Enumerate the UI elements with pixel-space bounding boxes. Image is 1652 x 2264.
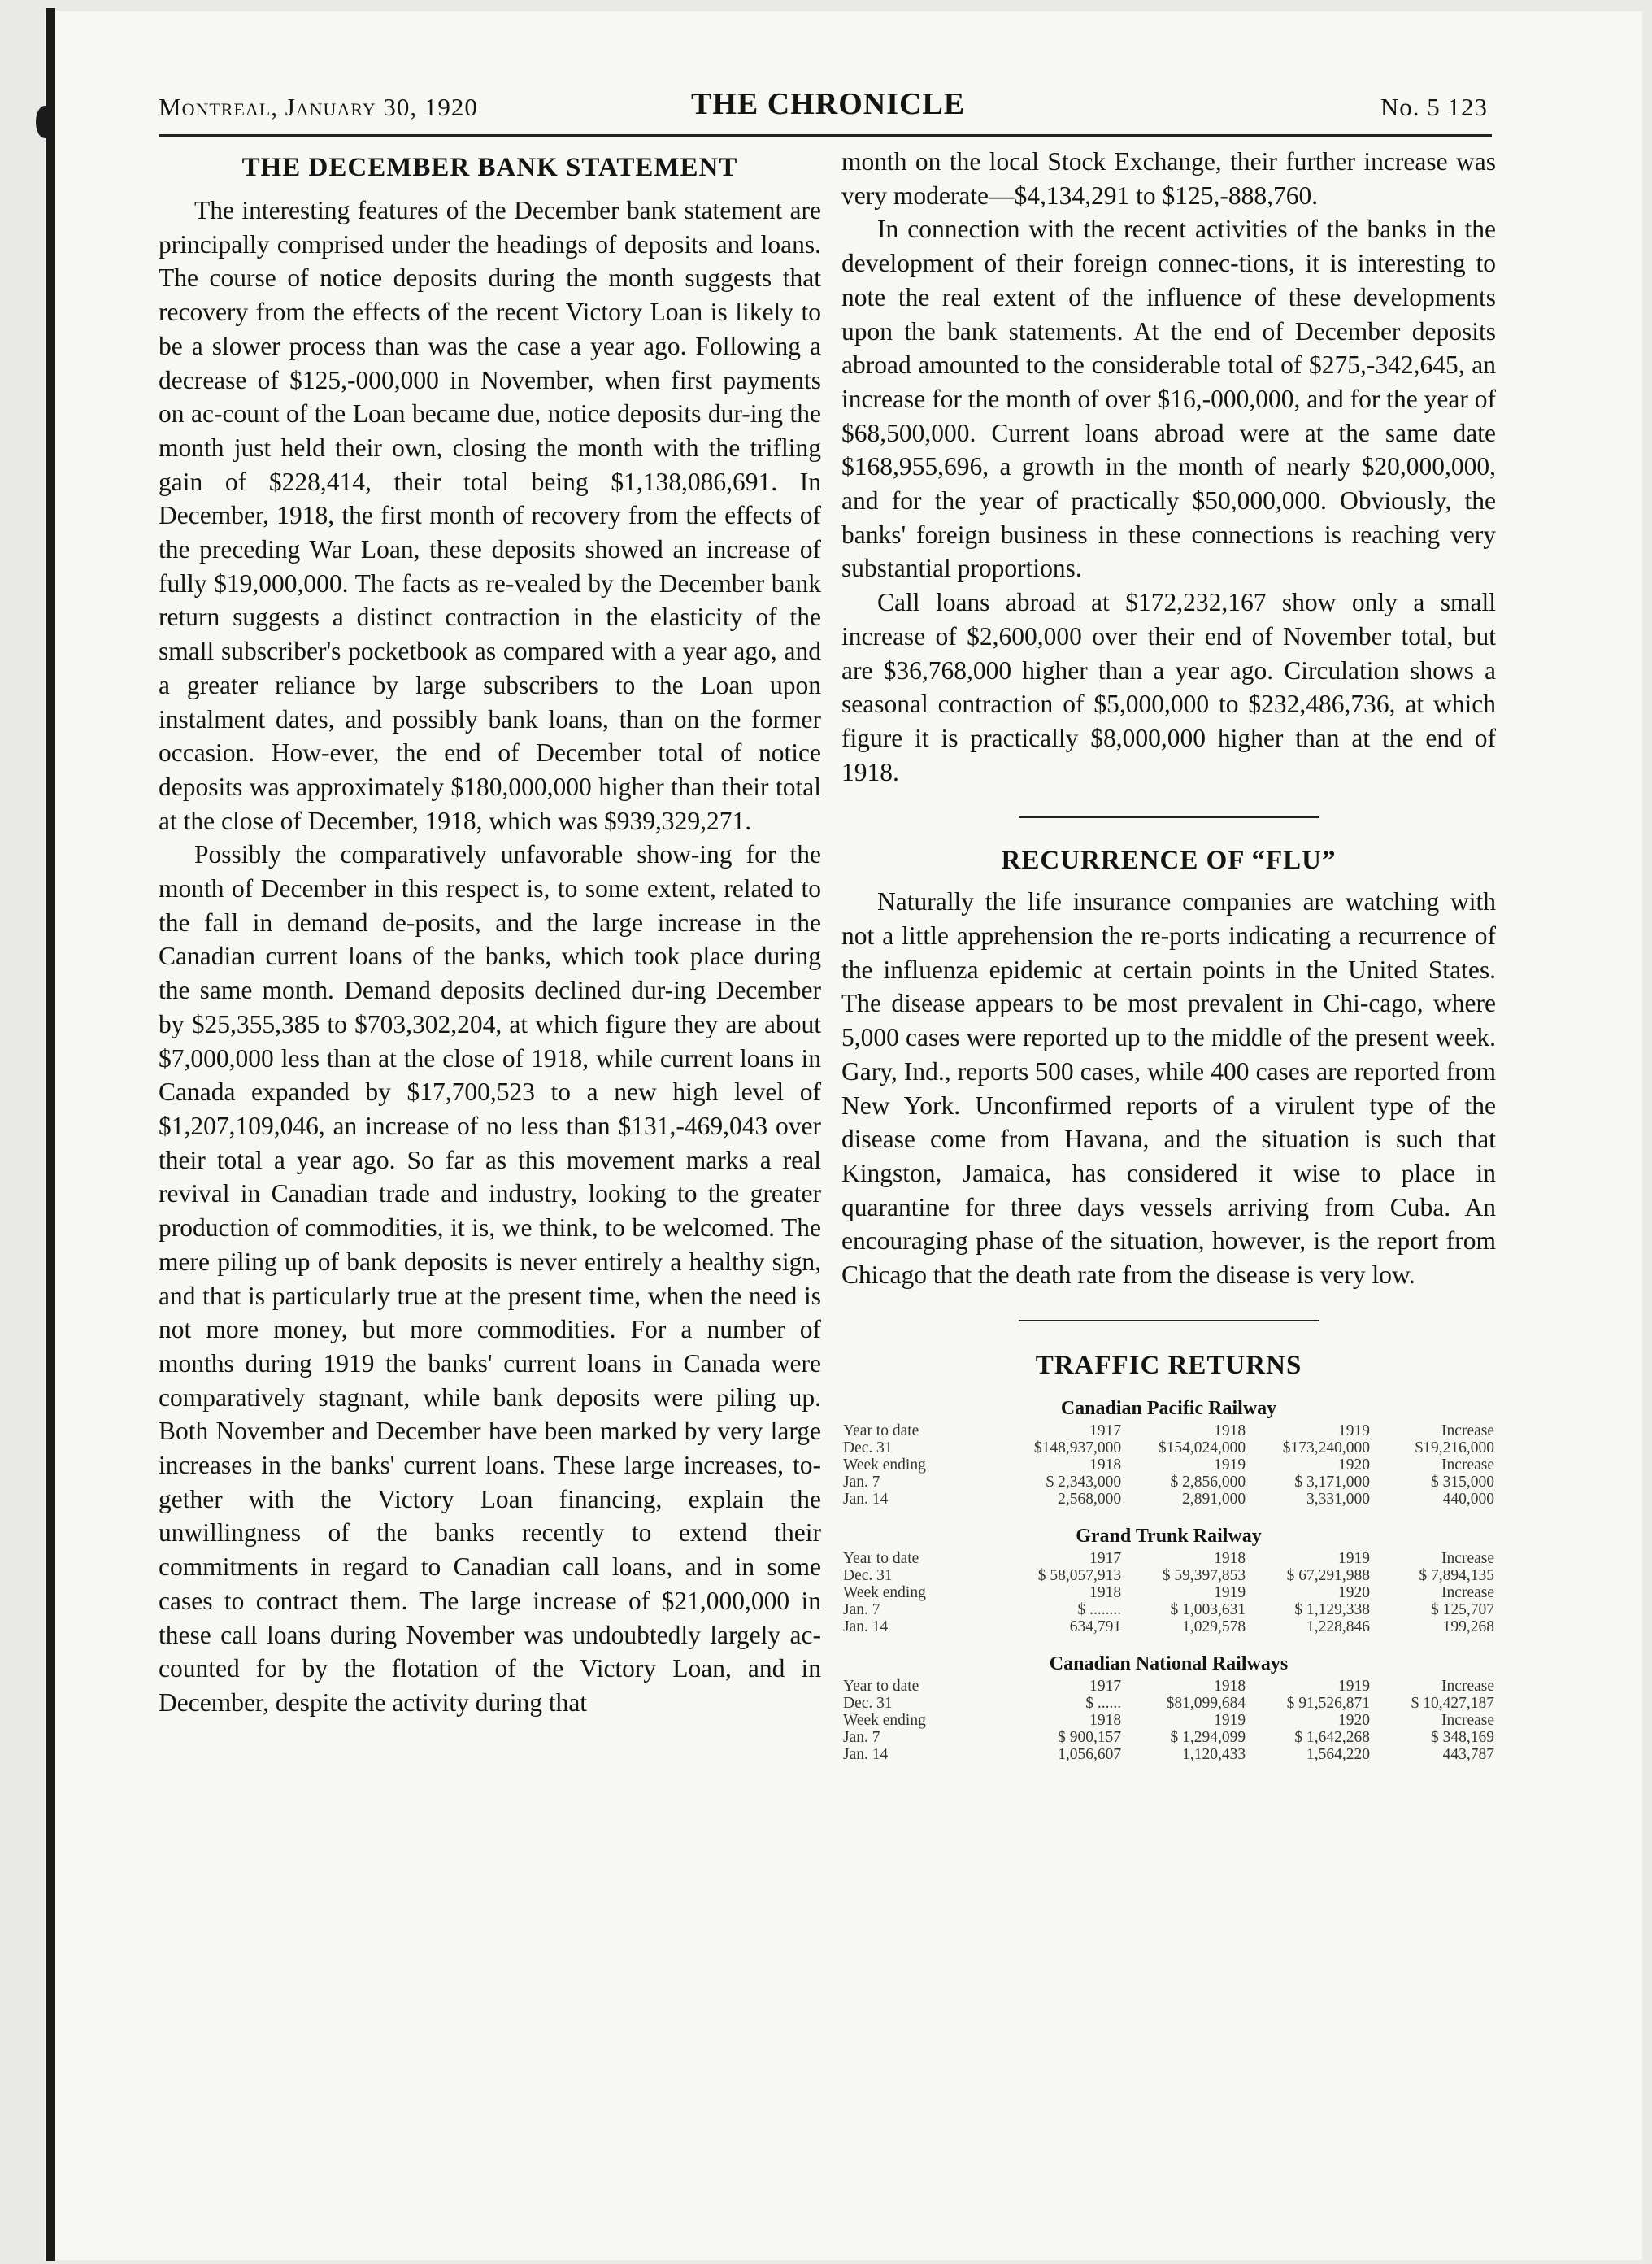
- table-cell: $ 91,526,871: [1286, 1694, 1370, 1712]
- table-cell: Increase: [1441, 1422, 1494, 1439]
- table-cell: Increase: [1441, 1583, 1494, 1601]
- table-cell: $81,099,684: [1166, 1694, 1246, 1712]
- issue-page-number: No. 5 123: [1380, 93, 1488, 121]
- flu-paragraph: Naturally the life insurance companies are watching with not a little apprehension the re-ports indicating a recurrence of the influenza epidemic at certain points in the United States. The disease appears to be most prevalent in Chi-cago, where 5,000 cases were reported up to the middle of the present week. Gary, Ind., reports 500 cases, while 400 cases are reported from New York. Unconfirmed reports of a virulent type of the disease come from Havana, and the situation is such that Kingston, Jamaica, has considered it wise to place in quarantine for three days vessels arriving from Cuba. An encouraging phase of the situation, however, is the report from Chicago that the death rate from the disease is very low.: [841, 887, 1496, 1290]
- table-cell: 1918: [1089, 1583, 1122, 1601]
- table-cell: Week ending: [843, 1583, 926, 1601]
- table-cell: Jan. 14: [843, 1490, 889, 1508]
- left-column: [159, 145, 821, 1720]
- table-cell: 3,331,000: [1306, 1490, 1370, 1508]
- table-cell: 1918: [1214, 1422, 1246, 1439]
- header-rule: [159, 134, 1492, 137]
- table-row: [841, 1729, 1496, 1746]
- flu-title: RECURRENCE OF “FLU”: [1001, 846, 1337, 876]
- table-cell: 1,029,578: [1182, 1617, 1246, 1635]
- bank-paragraph-4: In connection with the recent activities of the banks in the development of their foreign connec-tions, it is interesting to note the real extent of the influence of these developments upon the bank statements. At the end of December deposits abroad amounted to the considerable total of $275,-342,645, an increase for the month of over $16,-000,000, and for the year of $68,500,000. Current loans abroad were at the same date $168,955,696, a growth in the month of nearly $20,000,000, and for the year of practically $50,000,000. Obviously, the banks' foreign business in these connections is reaching very substantial proportions.: [841, 215, 1496, 583]
- table-cell: $ 3,171,000: [1294, 1473, 1370, 1491]
- table-cell: Increase: [1441, 1677, 1494, 1695]
- section-divider: [1019, 816, 1319, 818]
- table-row: [841, 1567, 1496, 1584]
- running-head: [159, 86, 1488, 127]
- table-cell: $ ........: [1077, 1600, 1122, 1618]
- table-row: [841, 1712, 1496, 1729]
- railway-tables: [841, 1395, 1496, 1763]
- table-cell: $ 125,707: [1431, 1600, 1494, 1618]
- table-cell: Year to date: [843, 1549, 919, 1567]
- table-cell: 1918: [1089, 1711, 1122, 1729]
- table-cell: 1917: [1089, 1677, 1122, 1695]
- table-cell: 1918: [1214, 1677, 1246, 1695]
- table-cell: Increase: [1441, 1456, 1494, 1474]
- table-cell: Dec. 31: [843, 1566, 893, 1584]
- publication-title: THE CHRONICLE: [691, 87, 966, 121]
- traffic-table: [841, 1678, 1496, 1763]
- table-cell: Dec. 31: [843, 1694, 893, 1712]
- table-row: [841, 1601, 1496, 1618]
- table-cell: 2,568,000: [1058, 1490, 1122, 1508]
- table-cell: 440,000: [1442, 1490, 1494, 1508]
- table-cell: $ 1,294,099: [1170, 1728, 1246, 1746]
- table-cell: $173,240,000: [1282, 1439, 1370, 1456]
- table-cell: 1,056,607: [1058, 1745, 1122, 1763]
- table-cell: 2,891,000: [1182, 1490, 1246, 1508]
- table-cell: 1919: [1214, 1583, 1246, 1601]
- table-cell: 1918: [1214, 1549, 1246, 1567]
- table-cell: $ 67,291,988: [1286, 1566, 1370, 1584]
- table-row: [841, 1695, 1496, 1712]
- table-cell: Jan. 7: [843, 1473, 880, 1491]
- bank-paragraph-2: Possibly the comparatively unfavorable show-ing for the month of December in this respect is, to some extent, related to the fall in demand de-posits, and the large increase in the Canadian current loans of the banks, which took place during the same month. Demand deposits declined dur-ing December by $25,355,385 to $703,302,204, at which figure they are about $7,000,000 less than at the close of 1918, while current loans in Canada expanded by $17,700,523 to a new high level of $1,207,109,046, an increase of no less than $131,-469,043 over their total a year ago. So far as this movement marks a real revival in Canadian trade and industry, looking to the greater production of commodities, it is, we think, to be welcomed. The mere piling up of bank deposits is never entirely a healthy sign, and that is particularly true at the present time, when the need is not more money, but more commodities. For a number of months during 1919 the banks' current loans in Canada were comparatively stagnant, while bank deposits were piling up. Both November and December have been marked by very large increases in the banks' current loans. These large increases, to-gether with the Victory Loan financing, explain the unwillingness of the banks recently to extend their commitments in regard to Canadian call loans, and in some cases to contract them. The large increase of $21,000,000 in these call loans during November was undoubtedly largely ac-counted for by the flotation of the Victory Loan, and in December, despite the activity during that: [159, 840, 821, 1717]
- table-cell: $ 7,894,135: [1419, 1566, 1494, 1584]
- binding-hole: [36, 106, 54, 138]
- table-cell: $19,216,000: [1415, 1439, 1494, 1456]
- table-cell: 1917: [1089, 1549, 1122, 1567]
- table-cell: $ 1,129,338: [1294, 1600, 1370, 1618]
- table-row: [841, 1474, 1496, 1491]
- table-cell: $ 348,169: [1431, 1728, 1494, 1746]
- table-cell: 1,120,433: [1182, 1745, 1246, 1763]
- right-column: [841, 145, 1496, 1778]
- table-cell: Jan. 7: [843, 1600, 880, 1618]
- table-row: [841, 1550, 1496, 1567]
- bank-paragraph-3: month on the local Stock Exchange, their further increase was very moderate—$4,134,291 to $125,-888,760.: [841, 147, 1496, 210]
- table-cell: 1919: [1338, 1422, 1370, 1439]
- traffic-table: [841, 1550, 1496, 1635]
- railway-name: Canadian National Railways: [1049, 1652, 1289, 1674]
- table-row: [841, 1491, 1496, 1508]
- table-cell: Week ending: [843, 1711, 926, 1729]
- table-cell: $ 59,397,853: [1162, 1566, 1246, 1584]
- table-row: [841, 1584, 1496, 1601]
- traffic-title: TRAFFIC RETURNS: [1035, 1350, 1302, 1380]
- table-row: [841, 1746, 1496, 1763]
- traffic-returns: [841, 1341, 1496, 1763]
- table-cell: $ ......: [1085, 1694, 1122, 1712]
- traffic-table: [841, 1422, 1496, 1508]
- table-cell: Jan. 14: [843, 1745, 889, 1763]
- table-cell: 1919: [1214, 1456, 1246, 1474]
- table-row: [841, 1422, 1496, 1439]
- table-cell: Jan. 14: [843, 1617, 889, 1635]
- table-cell: 1919: [1214, 1711, 1246, 1729]
- railway-name: Canadian Pacific Railway: [1060, 1397, 1277, 1419]
- table-row: [841, 1439, 1496, 1456]
- table-cell: Increase: [1441, 1549, 1494, 1567]
- table-cell: 1919: [1338, 1677, 1370, 1695]
- table-cell: 634,791: [1069, 1617, 1122, 1635]
- binding-edge: [46, 8, 55, 2261]
- table-cell: 1,564,220: [1306, 1745, 1370, 1763]
- table-cell: Increase: [1441, 1711, 1494, 1729]
- table-cell: Dec. 31: [843, 1439, 893, 1456]
- table-cell: $ 900,157: [1058, 1728, 1122, 1746]
- table-cell: $ 2,343,000: [1046, 1473, 1122, 1491]
- dateline: Montreal, January 30, 1920: [159, 93, 478, 121]
- table-row: [841, 1618, 1496, 1635]
- table-row: [841, 1678, 1496, 1695]
- bank-paragraph-5: Call loans abroad at $172,232,167 show only a small increase of $2,600,000 over their end of November total, but are $36,768,000 higher than a year ago. Circulation shows a seasonal contraction of $5,000,000 to $232,486,736, at which figure it is practically $8,000,000 higher than at the end of 1918.: [841, 588, 1496, 786]
- table-cell: $ 10,427,187: [1411, 1694, 1494, 1712]
- table-cell: 1917: [1089, 1422, 1122, 1439]
- bank-paragraph-1: The interesting features of the December bank statement are principally comprised under the headings of deposits and loans. The course of notice deposits during the month suggests that recovery from the effects of the recent Victory Loan is likely to be a slower process than was the case a year ago. Following a decrease of $125,-000,000 in November, when first payments on ac-count of the Loan became due, notice deposits dur-ing the month just held their own, closing the month with the trifling gain of $228,414, their total being $1,138,086,691. In December, 1918, the first month of recovery from the effects of the preceding War Loan, these deposits showed an increase of fully $19,000,000. The facts as re-vealed by the December bank return suggests a distinct contraction in the elasticity of the small subscriber's pocketbook as compared with a year ago, and a greater reliance by large subscribers to the Loan upon instalment dates, and possibly bank loans, than on the former occasion. How-ever, the end of December total of notice deposits was approximately $180,000,000 higher than their total at the close of December, 1918, which was $939,329,271.: [159, 196, 821, 835]
- table-cell: 1919: [1338, 1549, 1370, 1567]
- table-cell: 199,268: [1442, 1617, 1494, 1635]
- table-cell: 1920: [1338, 1711, 1370, 1729]
- table-cell: $ 1,642,268: [1294, 1728, 1370, 1746]
- table-cell: $ 58,057,913: [1037, 1566, 1122, 1584]
- table-cell: $154,024,000: [1158, 1439, 1246, 1456]
- table-cell: $148,937,000: [1033, 1439, 1122, 1456]
- table-cell: Year to date: [843, 1677, 919, 1695]
- table-cell: 443,787: [1442, 1745, 1494, 1763]
- table-cell: Jan. 7: [843, 1728, 880, 1746]
- table-cell: $ 1,003,631: [1170, 1600, 1246, 1618]
- table-cell: 1920: [1338, 1456, 1370, 1474]
- railway-name: Grand Trunk Railway: [1076, 1525, 1262, 1547]
- table-cell: 1918: [1089, 1456, 1122, 1474]
- table-row: [841, 1456, 1496, 1474]
- section-divider: [1019, 1320, 1319, 1321]
- table-cell: $ 2,856,000: [1170, 1473, 1246, 1491]
- bank-statement-title: THE DECEMBER BANK STATEMENT: [241, 153, 738, 182]
- table-cell: Year to date: [843, 1422, 919, 1439]
- table-cell: Week ending: [843, 1456, 926, 1474]
- table-cell: $ 315,000: [1431, 1473, 1494, 1491]
- table-cell: 1920: [1338, 1583, 1370, 1601]
- table-cell: 1,228,846: [1306, 1617, 1370, 1635]
